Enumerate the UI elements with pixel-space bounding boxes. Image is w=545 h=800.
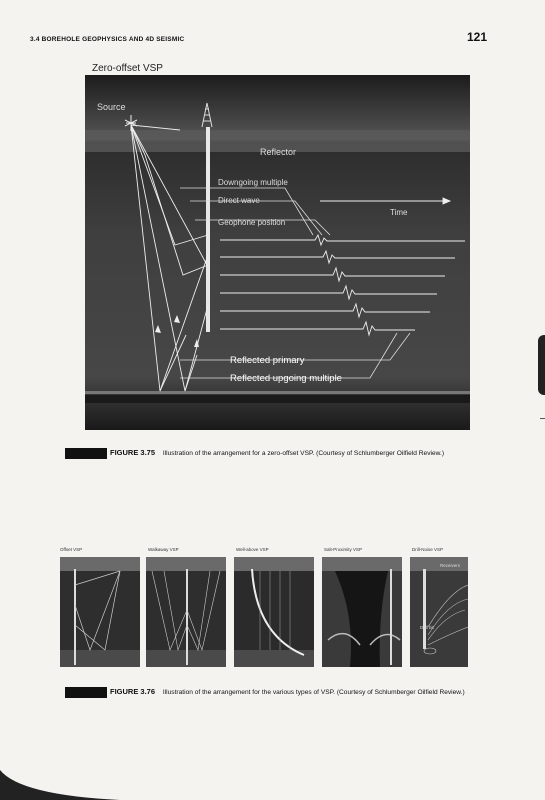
label-reflected-primary: Reflected primary xyxy=(230,355,305,366)
bottom-reflector xyxy=(85,395,470,403)
figure-75-zero-offset-vsp xyxy=(85,75,470,430)
figure-76-label: FIGURE 3.76 xyxy=(110,687,156,696)
label-direct-wave: Direct wave xyxy=(218,196,260,205)
label-geophone-position: Geophone position xyxy=(218,218,286,227)
borehole xyxy=(206,127,210,332)
caption-bar xyxy=(65,448,107,459)
panel-well-above-vsp xyxy=(234,557,314,667)
page-number: 121 xyxy=(467,30,488,44)
figure-75-caption xyxy=(65,448,485,458)
panel-title-offset: Offset VSP xyxy=(60,547,83,552)
figure-76-caption-text: Illustration of the arrangement for the various types of VSP. (Courtesy of Schlumberger Oilfield Review.) xyxy=(162,689,465,696)
label-time: Time xyxy=(390,208,408,217)
panel-salt-proximity-vsp xyxy=(322,557,402,667)
caption-bar xyxy=(65,687,107,698)
panel-drill-noise-vsp xyxy=(410,557,468,667)
page-edge-mark xyxy=(538,335,545,395)
figure-76-vsp-types xyxy=(60,547,468,673)
label-reflector: Reflector xyxy=(260,147,297,157)
bottom-reflector-edge xyxy=(85,391,470,394)
figure-75-caption-text: Illustration of the arrangement for a zero-offset VSP. (Courtesy of Schlumberger Oilfield Review.) xyxy=(162,450,445,457)
page-curl-shadow xyxy=(0,760,120,800)
panel-walkaway-vsp xyxy=(146,557,226,667)
figure-75-label: FIGURE 3.75 xyxy=(110,448,156,457)
label-receivers: Receivers xyxy=(440,563,461,568)
label-reflected-upgoing-multiple: Reflected upgoing multiple xyxy=(230,373,342,384)
panel-title-well-above: Well-above VSP xyxy=(236,547,269,552)
panel-title-salt-proximity: Salt-Proximity VSP xyxy=(324,547,363,552)
panel-title-walkaway: Walkaway VSP xyxy=(148,547,179,552)
running-head: 3.4 BOREHOLE GEOPHYSICS AND 4D SEISMIC xyxy=(30,36,185,43)
figure-75-title: Zero-offset VSP xyxy=(92,63,163,74)
label-drill-bit: Drill bit xyxy=(420,625,434,630)
label-source: Source xyxy=(97,102,126,112)
page-edge-tick xyxy=(540,418,545,419)
figure-76-caption xyxy=(65,687,485,697)
panel-offset-vsp xyxy=(60,557,140,667)
label-downgoing-multiple: Downgoing multiple xyxy=(218,178,288,187)
panel-title-drill-noise: Drill-Noise VSP xyxy=(412,547,444,552)
